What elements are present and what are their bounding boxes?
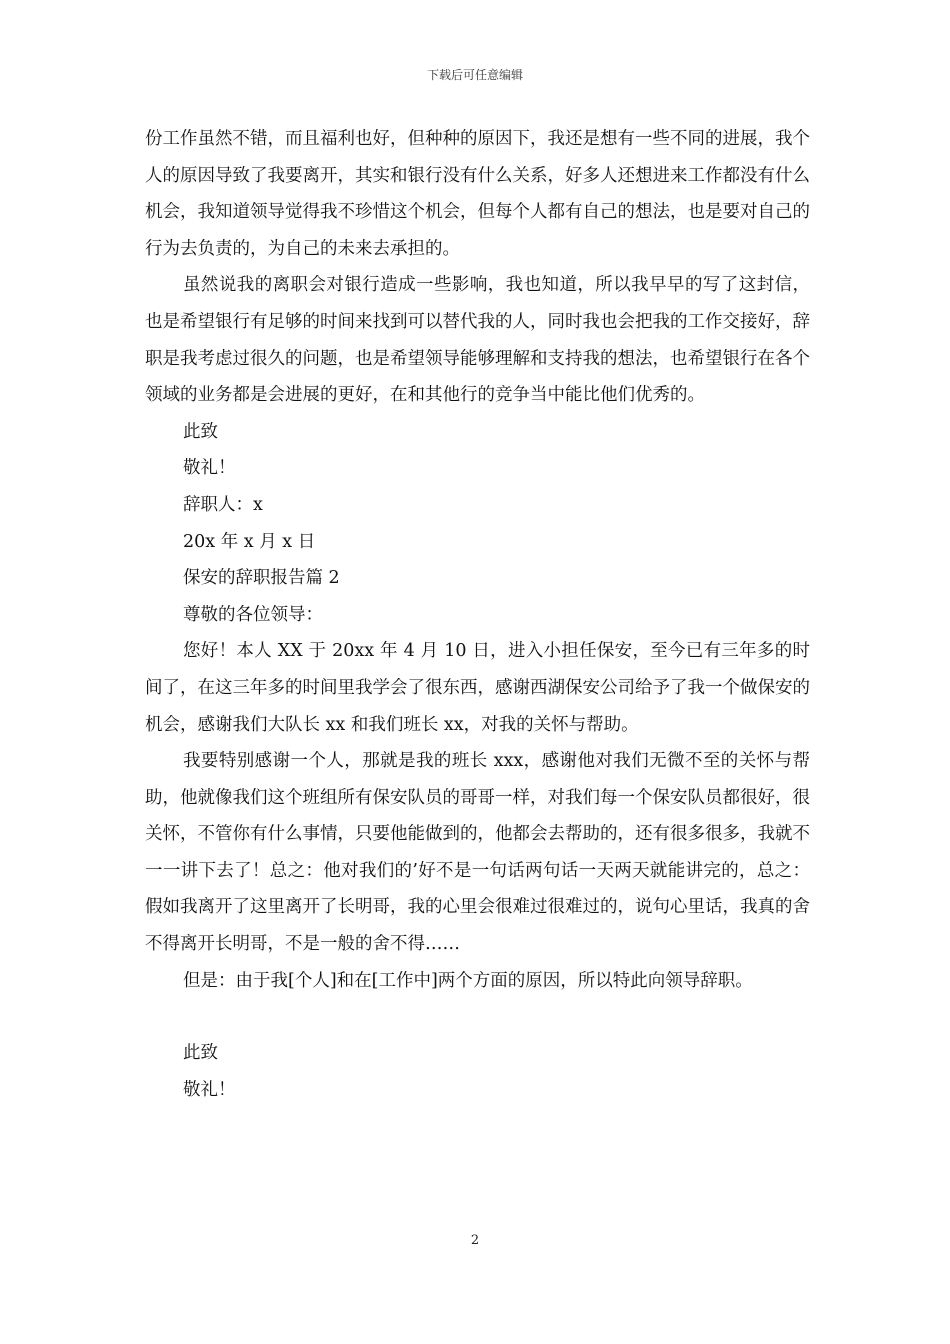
paragraph-intro: 您好！本人 XX 于 20xx 年 4 月 10 日，进入小担任保安，至今已有三年多的时间了，在这三年多的时间里我学会了很东西，感谢西湖保安公司给予了我一个做保安的机会，感谢我们大队长 xx 和我们班长 xx，对我的关怀与帮助。 — [145, 641, 810, 735]
paragraph-continuation: 份工作虽然不错，而且福利也好，但种种的原因下，我还是想有一些不同的进展，我个人的原因导致了我要离开，其实和银行没有什么关系，好多人还想进来工作都没有什么机会，我知道领导觉得我不珍惜这个机会，但每个人都有自己的想法，也是要对自己的行为去负责的，为自己的未来去承担的。 — [145, 129, 810, 259]
document-body — [145, 121, 810, 1108]
paragraph-thanks: 我要特别感谢一个人，那就是我的班长 xxx，感谢他对我们无微不至的关怀与帮助，他就像我们这个班组所有保安队员的哥哥一样，对我们每一个保安队员都很好，很关怀，不管你有什么事情，只要他能做到的，他都会去帮助的，还有很多很多，我就不一一讲下去了！总之：他对我们的’好不是一句话两句话一天两天就能讲完的，总之：假如我离开了这里离开了长明哥，我的心里会很难过很难过的，说句心里话，我真的舍不得离开长明哥，不是一般的舍不得…… — [145, 751, 810, 955]
signature-line: 辞职人：x — [183, 494, 263, 515]
paragraph-reason: 但是：由于我[个人]和在[工作中]两个方面的原因，所以特此向领导辞职。 — [183, 970, 753, 991]
closing-salutation: 此致 — [183, 421, 218, 442]
closing-salutation-2: 此致 — [183, 1043, 218, 1064]
closing-regards: 敬礼！ — [183, 458, 236, 479]
closing-regards-2: 敬礼！ — [183, 1079, 236, 1100]
section-title: 保安的辞职报告篇 2 — [183, 568, 340, 589]
page-number: 2 — [470, 1233, 480, 1248]
page-header: 下载后可任意编辑 — [426, 68, 523, 82]
greeting: 尊敬的各位领导： — [183, 604, 323, 625]
date-line: 20x 年 x 月 x 日 — [183, 531, 316, 552]
paragraph-impact: 虽然说我的离职会对银行造成一些影响，我也知道，所以我早早的写了这封信，也是希望银行有足够的时间来找到可以替代我的人，同时我也会把我的工作交接好，辞职是我考虑过很久的问题，也是希望领导能够理解和支持我的想法，也希望银行在各个领域的业务都是会进展的更好，在和其他行的竞争当中能比他们优秀的。 — [145, 275, 810, 406]
blank-line — [145, 999, 810, 1035]
